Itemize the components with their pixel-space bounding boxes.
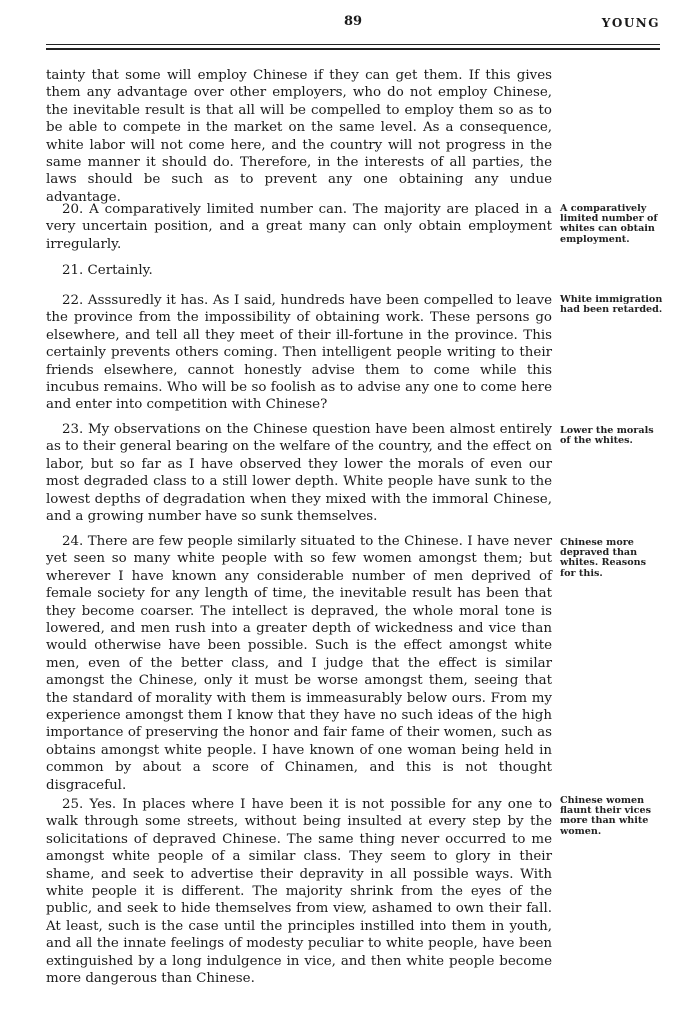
running-head: YOUNG xyxy=(601,16,660,30)
paragraph-text: 20. A comparatively limited number can. The majority are placed in a very uncertain position, and a great many can only obtain employment irregularly. xyxy=(46,202,552,252)
margin-note: Lower the morals of the whites. xyxy=(560,425,654,447)
paragraph-text: tainty that some will employ Chinese if they can get them. If this gives them any advantage over other employers, who do not employ Chinese, the inevitable result is that all will be compelled to employ them so as to be able to compete in the market on the same level. As a consequence, white labor will not come here, and the country will not progress in the same manner it should do. Therefore, in the interests of all parties, the laws should be such as to prevent any one obtaining any undue advantage. xyxy=(46,68,552,205)
paragraph-text: 22. Asssuredly it has. As I said, hundreds have been compelled to leave the province from the impossibility of obtaining work. These persons go elsewhere, and tell all they meet of their ill-fortune in the province. This certainly prevents others coming. Then intelligent people writing to their friends elsewhere, cannot honestly advise them to come while this incubus remains. Who will be so foolish as to advise any one to come here and enter into competition with Chinese? xyxy=(46,293,552,413)
margin-note: Chinese more depraved than whites. Reasons for this. xyxy=(560,537,646,579)
header-rule-thin xyxy=(46,44,660,45)
paragraph-text: 23. My observations on the Chinese question have been almost entirely as to their general bearing on the welfare of the country, and the effect on labor, but so far as I have observed they lower the morals of even our most degraded class to a still lower depth. White people have sunk to the lowest depths of degradation when they mixed with the immoral Chinese, and a growing number have so sunk themselves. xyxy=(46,422,552,525)
margin-note: A comparatively limited number of whites can obtain employment. xyxy=(560,203,658,245)
paragraph-text: 25. Yes. In places where I have been it is not possible for any one to walk through some streets, without being insulted at every step by the solicitations of depraved Chinese. The same thing never occurred to me amongst white people of a similar class. They seem to glory in their shame, and seek to advertise their depravity in all possible ways. With white people it is different. The majority shrink from the eyes of the public, and seek to hide themselves from view, ashamed to own their fall. At least, such is the case until the principles instilled into them in youth, and all the innate feelings of modesty peculiar to white people, have been extinguished by a long indulgence in vice, and then white people become more dangerous than Chinese. xyxy=(46,797,552,987)
header-rule-thick xyxy=(46,48,660,50)
margin-note: Chinese women flaunt their vices more than white women. xyxy=(560,795,652,837)
paragraph-text: 24. There are few people similarly situated to the Chinese. I have never yet seen so many white people with so few women amongst them; but wherever I have known any considerable number of men deprived of female society for any length of time, the inevitable result has been that they become coarser. The intellect is depraved, the whole moral tone is lowered, and men rush into a greater depth of wickedness and vice than would otherwise have been possible. Such is the effect amongst white men, even of the better class, and I judge that the effect is similar amongst the Chinese, only it must be worse amongst them, seeing that the standard of morality with them is immeasurably below ours. From my experience amongst them I know that they have no such ideas of the high importance of preserving the honor and fair fame of their women, such as obtains amongst white people. I have known of one woman being held in common by about a score of Chinamen, and this is not thought disgraceful. xyxy=(46,534,552,793)
page-header xyxy=(46,14,660,34)
margin-note: White immigration had been retarded. xyxy=(560,294,663,316)
paragraph-text: 21. Certainly. xyxy=(62,263,153,278)
page-number: 89 xyxy=(343,14,363,29)
